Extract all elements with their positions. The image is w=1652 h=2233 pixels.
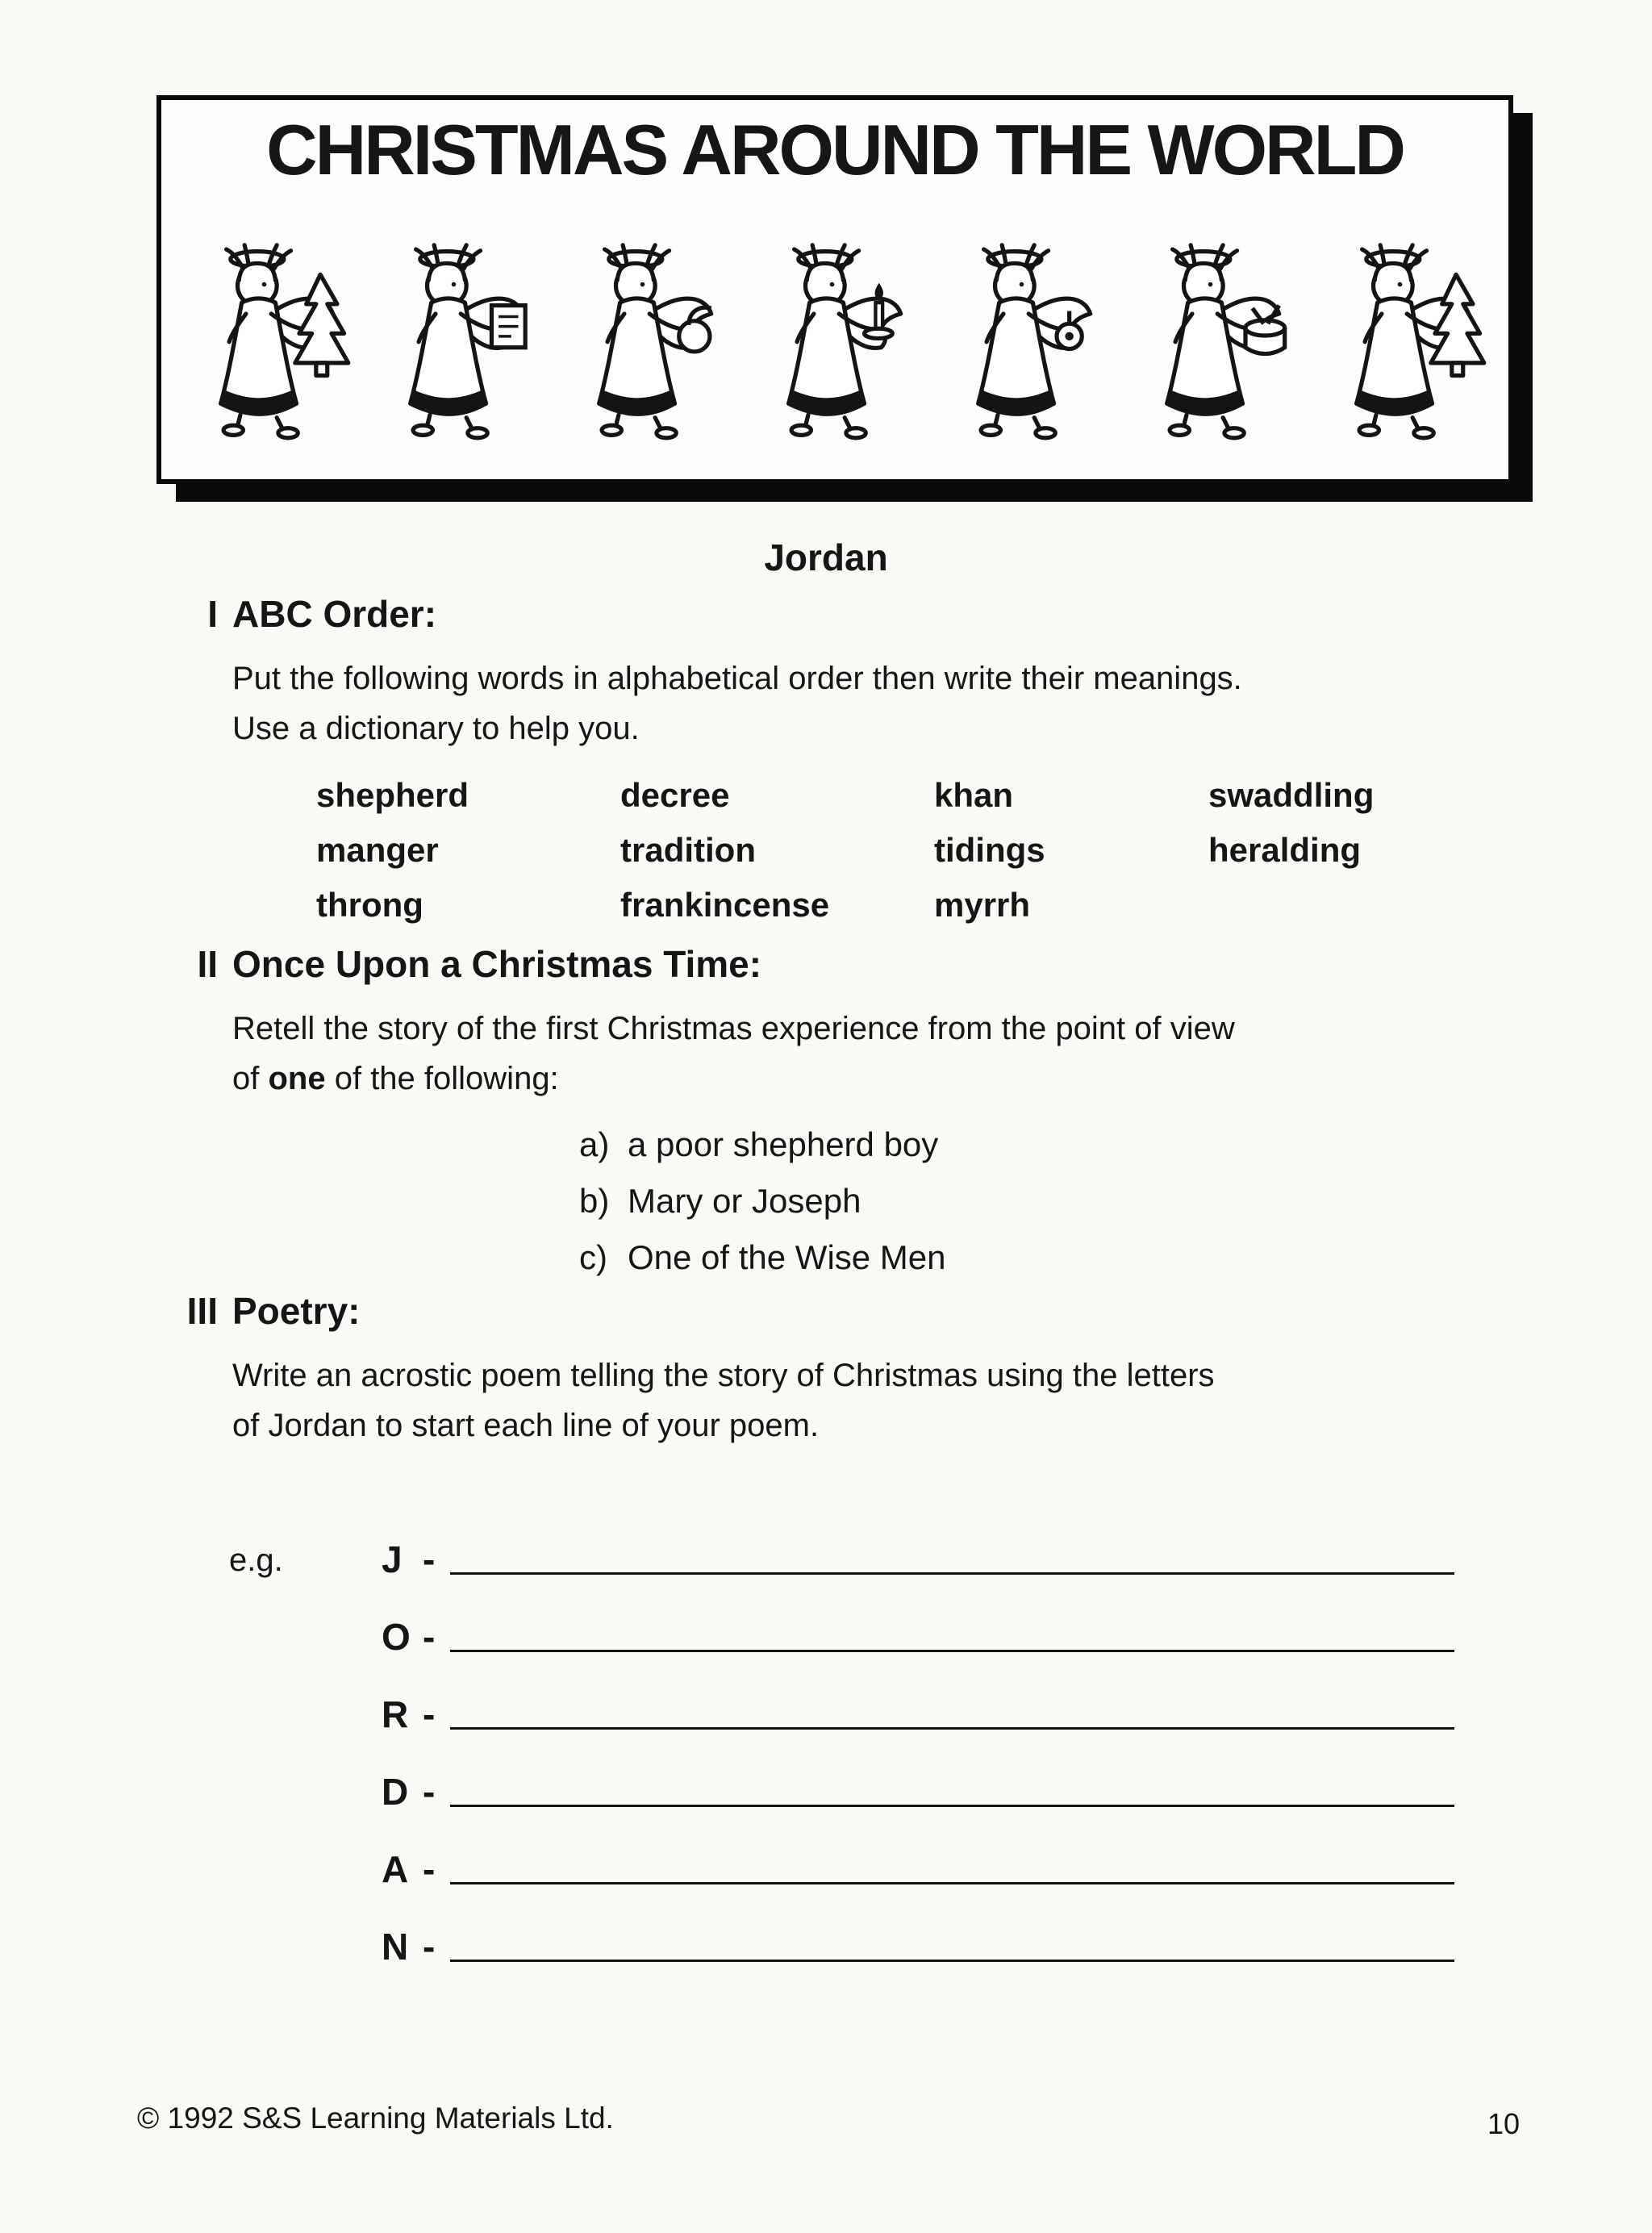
acrostic-letter: D — [382, 1771, 409, 1813]
option-label: a) — [579, 1125, 610, 1163]
acrostic-row — [229, 1581, 1652, 1659]
option-text: One of the Wise Men — [628, 1238, 946, 1276]
word-cell: swaddling — [1208, 776, 1375, 814]
option-text: Mary or Joseph — [628, 1182, 861, 1220]
acrostic-letter: J — [382, 1538, 403, 1580]
instruction-line: Use a dictionary to help you. — [232, 711, 640, 746]
acrostic-row — [229, 1814, 1652, 1891]
word-cell: tradition — [620, 831, 756, 869]
section-1-instructions — [232, 653, 1652, 753]
page-title: CHRISTMAS AROUND THE WORLD — [266, 110, 1404, 190]
word-row — [316, 878, 1652, 933]
word-cell: khan — [934, 776, 1014, 814]
dash: - — [423, 1616, 436, 1658]
story-option-list — [579, 1116, 1652, 1286]
writing-line — [450, 1960, 1454, 1962]
writing-line — [450, 1805, 1454, 1807]
dash: - — [423, 1771, 436, 1813]
acrostic-row — [229, 1891, 1652, 1968]
acrostic-letter: O — [382, 1616, 411, 1658]
word-cell: frankincense — [620, 886, 830, 924]
acrostic-poem-area — [229, 1504, 1652, 1968]
acrostic-letter: A — [382, 1848, 409, 1890]
section-1-title: ABC Order: — [232, 593, 437, 635]
section-1-numeral: I — [207, 593, 218, 635]
option-text: a poor shepherd boy — [628, 1125, 939, 1163]
page-number: 10 — [1487, 2107, 1520, 2140]
option-label: c) — [579, 1238, 607, 1276]
angel-with-christmas-tree-icon — [176, 239, 358, 453]
writing-line — [450, 1572, 1454, 1575]
writing-line — [450, 1650, 1454, 1652]
section-2-title: Once Upon a Christmas Time: — [232, 943, 762, 985]
title-banner — [156, 95, 1513, 484]
example-label: e.g. — [229, 1542, 283, 1578]
acrostic-letter: R — [382, 1693, 409, 1735]
section-3-heading — [0, 1289, 1652, 1333]
dash: - — [423, 1538, 436, 1580]
word-cell: decree — [620, 776, 730, 814]
option-label: b) — [579, 1182, 610, 1220]
acrostic-row — [229, 1504, 1652, 1581]
section-2-numeral: II — [197, 943, 218, 985]
dash: - — [423, 1693, 436, 1735]
country-subtitle: Jordan — [764, 536, 888, 578]
word-cell: manger — [316, 831, 439, 869]
angel-with-card-icon — [365, 239, 548, 453]
option-item — [579, 1229, 1652, 1286]
word-cell: myrrh — [934, 886, 1031, 924]
instruction-line: of Jordan to start each line of your poem. — [232, 1408, 820, 1443]
acrostic-row — [229, 1659, 1652, 1736]
option-item — [579, 1116, 1652, 1173]
acrostic-row — [229, 1736, 1652, 1814]
dash: - — [423, 1926, 436, 1968]
word-cell: shepherd — [316, 776, 469, 814]
word-row — [316, 768, 1652, 823]
word-cell: heralding — [1208, 831, 1362, 869]
instruction-line: of one of the following: — [232, 1061, 559, 1096]
angel-with-horn-icon — [554, 239, 736, 453]
section-3-title: Poetry: — [232, 1290, 361, 1332]
angel-with-lantern-icon — [933, 239, 1116, 453]
section-2-instructions — [232, 1004, 1652, 1104]
angel-with-drum-icon — [1122, 239, 1304, 453]
word-cell: throng — [316, 886, 423, 924]
emphasized-word: one — [268, 1061, 326, 1096]
section-3-instructions — [232, 1350, 1652, 1450]
copyright-notice: © 1992 S&S Learning Materials Ltd. — [137, 2102, 614, 2135]
dash: - — [423, 1848, 436, 1890]
writing-line — [450, 1882, 1454, 1884]
word-cell: tidings — [934, 831, 1045, 869]
section-1-heading — [0, 592, 1652, 636]
word-row — [316, 823, 1652, 878]
instruction-line: Retell the story of the first Christmas experience from the point of view — [232, 1011, 1235, 1046]
angel-with-candle-icon — [744, 239, 926, 453]
angel-with-christmas-tree-icon — [1312, 239, 1494, 453]
section-2-heading — [0, 942, 1652, 986]
instruction-line: Put the following words in alphabetical order then write their meanings. — [232, 661, 1242, 696]
instruction-line: Write an acrostic poem telling the story of Christmas using the letters — [232, 1358, 1215, 1393]
writing-line — [450, 1727, 1454, 1730]
vocabulary-word-list — [316, 768, 1652, 933]
angel-parade-illustration — [161, 187, 1508, 458]
acrostic-letter: N — [382, 1926, 409, 1968]
section-3-numeral: III — [186, 1290, 218, 1332]
option-item — [579, 1173, 1652, 1229]
